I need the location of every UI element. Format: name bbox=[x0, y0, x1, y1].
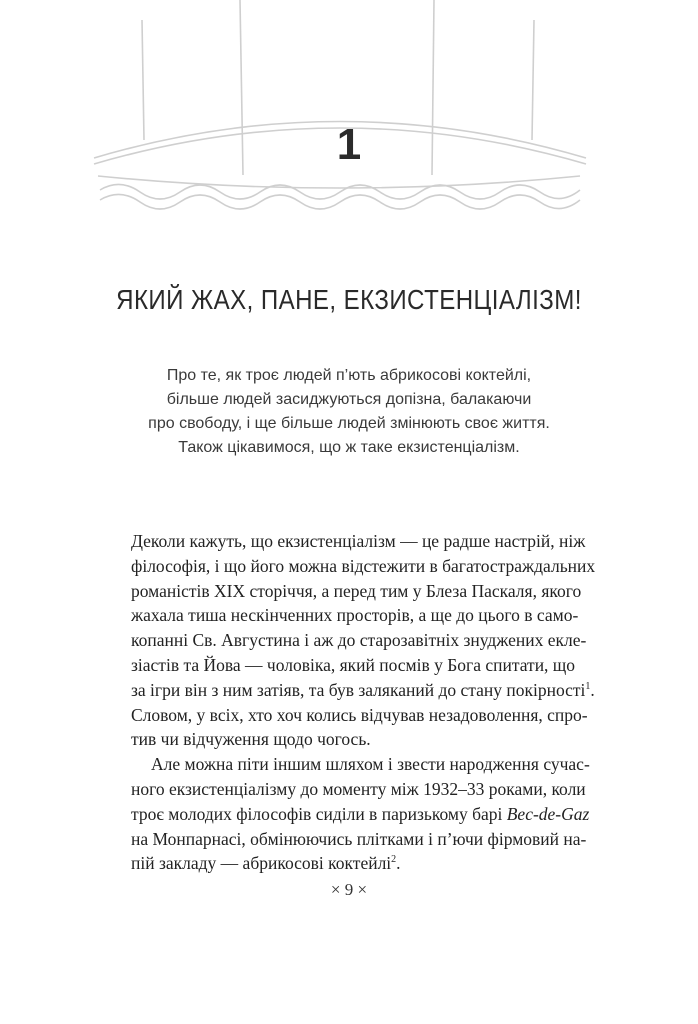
body-line: жахала тиша нескінченних просторів, а ще до цього в само- bbox=[131, 605, 579, 626]
body-line: романістів XIX сторіччя, а перед тим у Блеза Паскаля, якого bbox=[131, 580, 582, 601]
body-line bbox=[131, 802, 590, 827]
body-line: Деколи кажуть, що екзистенціалізм — це радше настрій, ніж bbox=[131, 531, 586, 551]
abstract-line: про свободу, і ще більше людей змінюють своє життя. bbox=[148, 415, 550, 432]
chapter-abstract bbox=[110, 364, 588, 460]
bar-name: Bec-de-Gaz bbox=[506, 803, 590, 824]
body-line: Але можна піти іншим шляхом і звести народження сучас- bbox=[151, 754, 590, 775]
page-number: × 9 × bbox=[330, 880, 368, 899]
body-line: філософія, і що його можна відстежити в багатостраждальних bbox=[131, 555, 596, 576]
footnote-ref-2[interactable]: 2 bbox=[391, 854, 397, 866]
abstract-line: Також цікавимося, що ж таке екзистенціалізм. bbox=[178, 439, 520, 456]
footnote-ref-1[interactable]: 1 bbox=[585, 680, 591, 692]
abstract-line: Про те, як троє людей п’ють абрикосові коктейлі, bbox=[166, 367, 532, 384]
abstract-line: більше людей засиджуються допізна, балакаючи bbox=[166, 391, 532, 408]
body-line-text: пій закладу — абрикосові коктейлі bbox=[131, 853, 392, 874]
body-line: тив чи відчуження щодо чогось. bbox=[131, 729, 371, 750]
body-line: копанні Св. Августина і аж до старозавітніх знуджених еклe- bbox=[131, 630, 587, 651]
chapter-number: 1 bbox=[336, 120, 362, 169]
body-line-text: троє молодих філософів сиділи в паризькому барі bbox=[131, 803, 503, 824]
body-line: ного екзистенціалізму до моменту між 1932–33 роками, коли bbox=[131, 778, 586, 799]
body-line: на Монпарнасі, обмінюючись плітками і п’ючи фірмовий на- bbox=[131, 828, 587, 849]
body-line-text: за ігри він з ним затіяв, та був заляканий до стану покірності bbox=[131, 679, 586, 700]
body-line: пій закладу — абрикосові коктейлі$^2$. bbox=[131, 853, 401, 874]
body-line: за ігри він з ним затіяв, та був заляканий до стану покірності$^1$. bbox=[131, 679, 595, 700]
arch-ornament-icon bbox=[80, 0, 600, 230]
chapter-title: ЯКИЙ ЖАХ, ПАНЕ, ЕКЗИСТЕНЦІАЛІЗМ! bbox=[116, 284, 582, 315]
body-text bbox=[131, 529, 596, 876]
body-line: зіастів та Йова — чоловіка, який посмів у Бога спитати, що bbox=[131, 654, 576, 675]
body-line: Словом, у всіх, хто хоч колись відчував незадоволення, спро- bbox=[131, 704, 588, 725]
